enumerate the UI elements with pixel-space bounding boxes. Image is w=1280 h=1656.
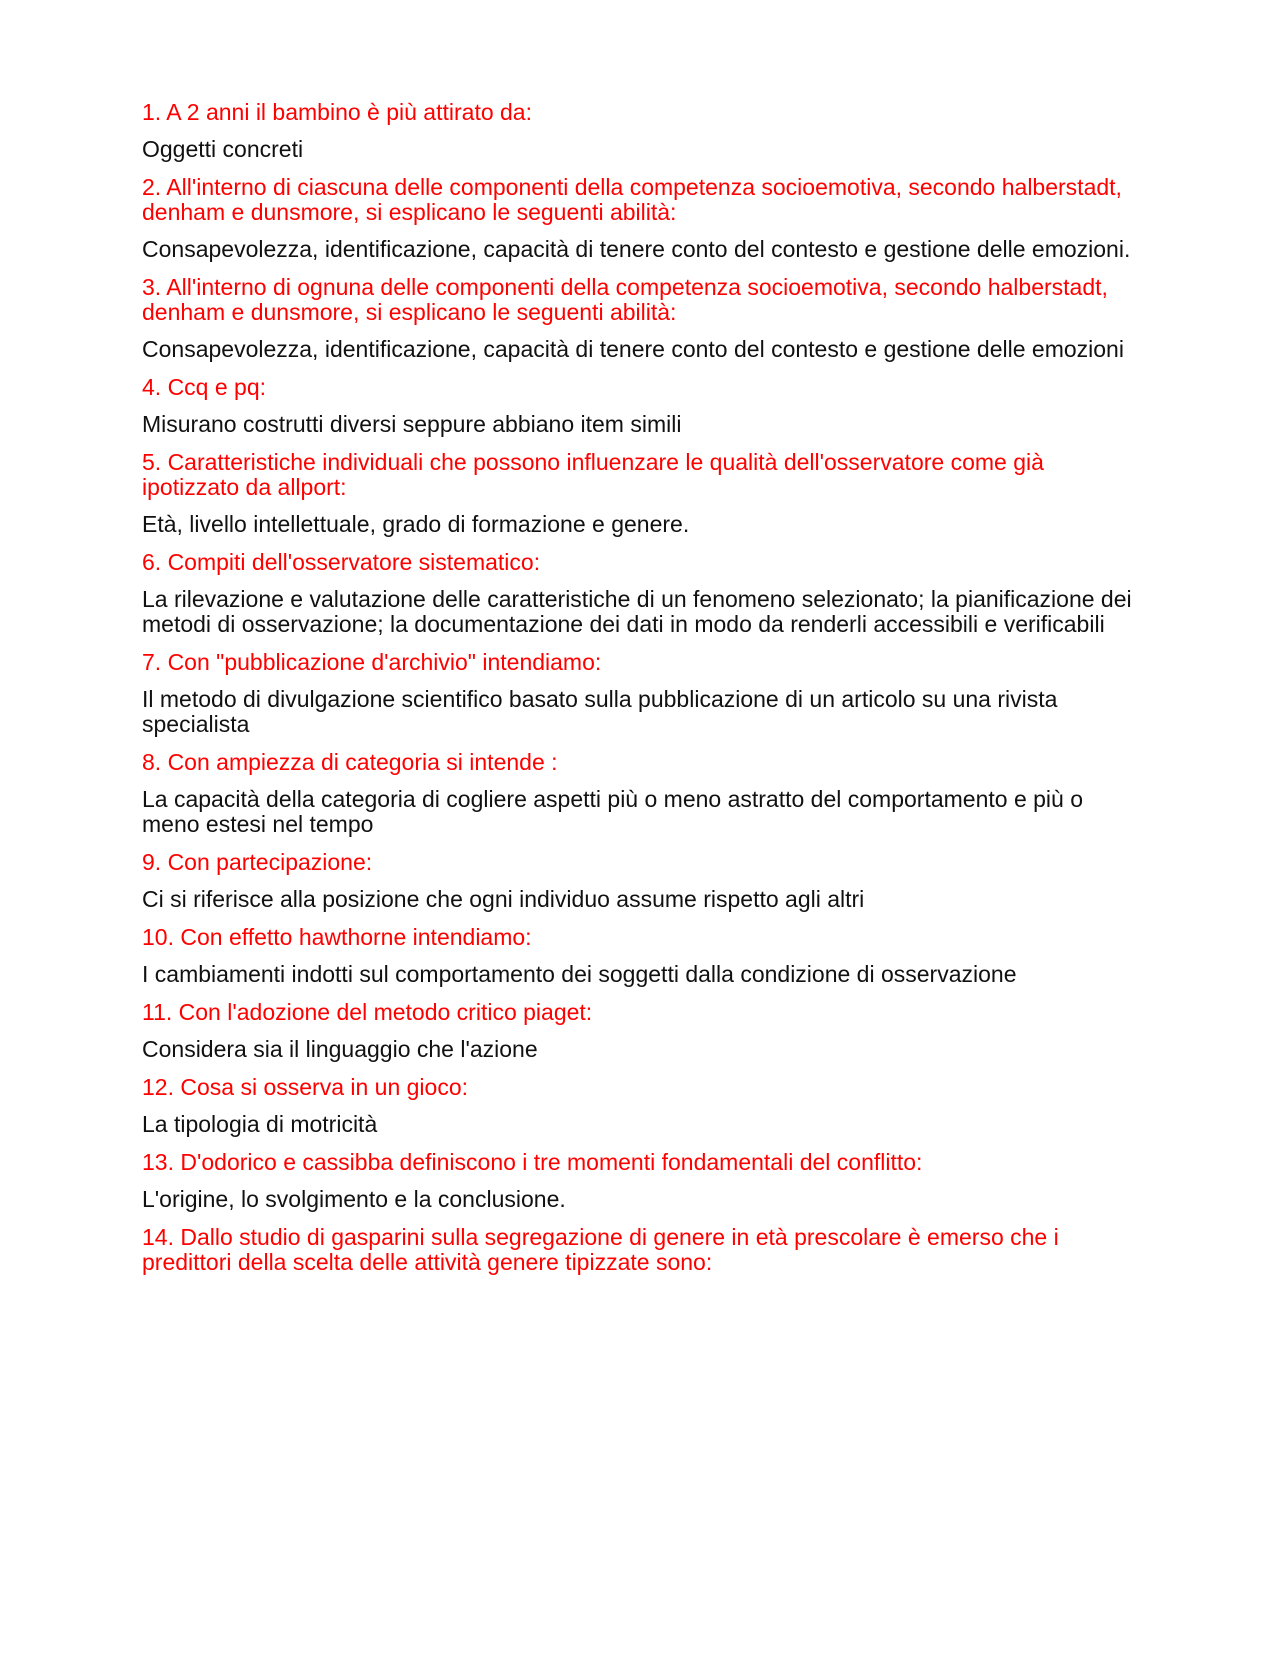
answer-text: Misurano costrutti diversi seppure abbiano item simili [142,411,682,437]
question-text: 6. Compiti dell'osservatore sistematico: [142,549,541,575]
question-text: 10. Con effetto hawthorne intendiamo: [142,924,532,950]
question-text: 1. A 2 anni il bambino è più attirato da: [142,99,532,125]
question-text: 13. D'odorico e cassibba definiscono i tre momenti fondamentali del conflitto: [142,1149,923,1175]
answer-text: La tipologia di motricità [142,1111,378,1137]
qa-item-2 [142,175,1142,262]
qa-item-7 [142,650,1142,737]
question-text: 14. Dallo studio di gasparini sulla segregazione di genere in età prescolare è emerso che i predittori della scelta delle attività genere tipizzate sono: [142,1224,1059,1275]
answer-text: La capacità della categoria di cogliere aspetti più o meno astratto del comportamento e più o meno estesi nel tempo [142,786,1084,837]
qa-item-9 [142,850,1142,912]
qa-item-8 [142,750,1142,837]
qa-item-5 [142,450,1142,537]
qa-item-6 [142,550,1142,637]
question-text: 4. Ccq e pq: [142,374,267,400]
answer-text: Ci si riferisce alla posizione che ogni individuo assume rispetto agli altri [142,886,865,912]
question-text: 7. Con "pubblicazione d'archivio" intendiamo: [142,649,602,675]
answer-text: Oggetti concreti [142,136,304,162]
answer-text: Età, livello intellettuale, grado di formazione e genere. [142,511,690,537]
question-text: 8. Con ampiezza di categoria si intende : [142,749,558,775]
answer-text: Il metodo di divulgazione scientifico basato sulla pubblicazione di un articolo su una rivista specialista [142,686,1058,737]
question-text: 9. Con partecipazione: [142,849,373,875]
qa-item-13 [142,1150,1142,1212]
qa-item-4 [142,375,1142,437]
question-text: 11. Con l'adozione del metodo critico piaget: [142,999,593,1025]
question-text: 12. Cosa si osserva in un gioco: [142,1074,469,1100]
qa-item-12 [142,1075,1142,1137]
qa-item-14 [142,1225,1142,1275]
answer-text: L'origine, lo svolgimento e la conclusione. [142,1186,566,1212]
question-text: 3. All'interno di ognuna delle componenti della competenza socioemotiva, secondo halberstadt, denham e dunsmore, si esplicano le seguenti abilità: [142,274,1108,325]
answer-text: La rilevazione e valutazione delle caratteristiche di un fenomeno selezionato; la pianificazione dei metodi di osservazione; la documentazione dei dati in modo da renderli accessibili e verificabili [142,586,1132,637]
question-text: 2. All'interno di ciascuna delle componenti della competenza socioemotiva, secondo halberstadt, denham e dunsmore, si esplicano le seguenti abilità: [142,174,1122,225]
qa-item-11 [142,1000,1142,1062]
answer-text: Consapevolezza, identificazione, capacità di tenere conto del contesto e gestione delle emozioni. [142,236,1131,262]
qa-item-10 [142,925,1142,987]
answer-text: I cambiamenti indotti sul comportamento dei soggetti dalla condizione di osservazione [142,961,1017,987]
qa-item-3 [142,275,1142,362]
document-page [142,100,1142,1275]
qa-item-1 [142,100,1142,162]
answer-text: Considera sia il linguaggio che l'azione [142,1036,538,1062]
answer-text: Consapevolezza, identificazione, capacità di tenere conto del contesto e gestione delle emozioni [142,336,1124,362]
question-text: 5. Caratteristiche individuali che possono influenzare le qualità dell'osservatore come già ipotizzato da allport: [142,449,1044,500]
